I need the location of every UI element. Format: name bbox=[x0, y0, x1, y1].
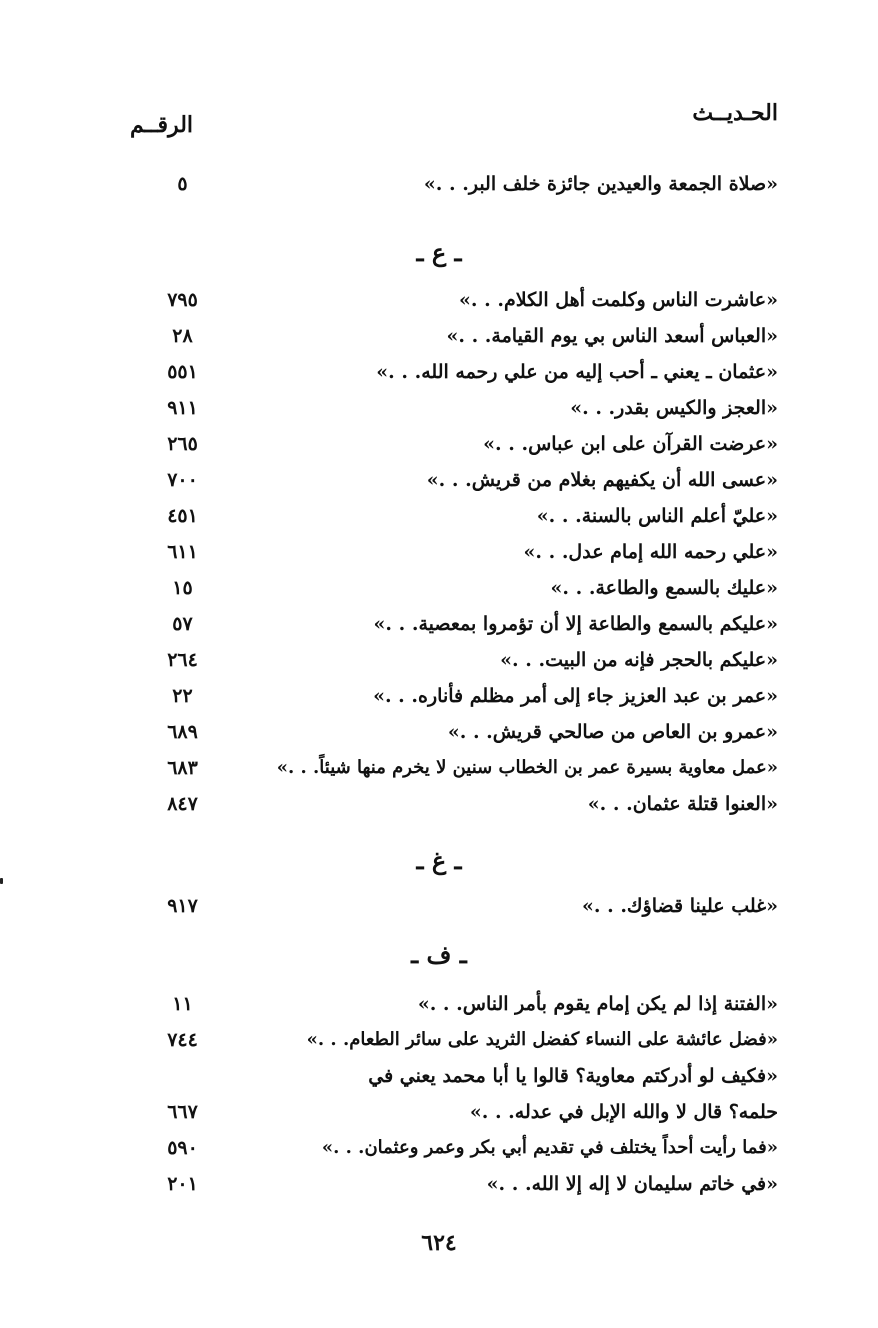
hadith-number: ٥٩٠ bbox=[167, 1137, 198, 1159]
hadith-number: ٧٤٤ bbox=[167, 1029, 198, 1051]
hadith-text: «في خاتم سليمان لا إله إلا الله. . .» bbox=[486, 1173, 778, 1195]
index-entry bbox=[0, 318, 878, 354]
section-letter-ain: ـ ع ـ bbox=[416, 238, 462, 267]
index-entry bbox=[0, 786, 878, 822]
hadith-number: ٤٥١ bbox=[167, 505, 198, 527]
hadith-number: ٢٠١ bbox=[167, 1173, 198, 1195]
index-entry bbox=[0, 986, 878, 1022]
index-entry bbox=[0, 462, 878, 498]
page-number: ٦٢٤ bbox=[421, 1230, 457, 1256]
hadith-number: ٦١١ bbox=[167, 541, 198, 563]
hadith-text: «عليكم بالحجر فإنه من البيت. . .» bbox=[500, 649, 778, 671]
hadith-text: «عليّ أعلم الناس بالسنة. . .» bbox=[536, 505, 778, 527]
hadith-text: «العنوا قتلة عثمان. . .» bbox=[587, 793, 778, 815]
index-entry bbox=[0, 1058, 878, 1094]
column-header-hadith: الحـديــث bbox=[692, 100, 778, 126]
index-entry bbox=[0, 1166, 878, 1202]
hadith-text: «عمرو بن العاص من صالحي قريش. . .» bbox=[447, 721, 778, 743]
hadith-text: «غلب علينا قضاؤك. . .» bbox=[581, 895, 778, 917]
hadith-text: «عليك بالسمع والطاعة. . .» bbox=[550, 577, 778, 599]
index-entry bbox=[0, 1022, 878, 1058]
hadith-text: «صلاة الجمعة والعيدين جائزة خلف البر. . .» bbox=[423, 173, 778, 195]
hadith-number: ٧٩٥ bbox=[167, 289, 198, 311]
index-entry bbox=[0, 426, 878, 462]
index-entry bbox=[0, 678, 878, 714]
index-entry bbox=[0, 888, 878, 924]
hadith-text: «عرضت القرآن على ابن عباس. . .» bbox=[483, 433, 778, 455]
hadith-text: «فكيف لو أدركتم معاوية؟ قالوا يا أبا محمد يعني في bbox=[368, 1065, 778, 1087]
hadith-number: ١١ bbox=[172, 993, 193, 1015]
hadith-text: «عمر بن عبد العزيز جاء إلى أمر مظلم فأناره. . .» bbox=[373, 685, 778, 707]
hadith-number: ١٥ bbox=[172, 577, 193, 599]
index-entry bbox=[0, 1094, 878, 1130]
hadith-number: ٥٧ bbox=[172, 613, 193, 635]
hadith-text: «فما رأيت أحداً يختلف في تقديم أبي بكر وعمر وعثمان. . .» bbox=[321, 1137, 778, 1158]
hadith-text: «فضل عائشة على النساء كفضل الثريد على سائر الطعام. . .» bbox=[306, 1029, 778, 1050]
hadith-text: «عثمان ـ يعني ـ أحب إليه من علي رحمه الله. . .» bbox=[376, 361, 778, 383]
hadith-number: ٨٤٧ bbox=[167, 793, 198, 815]
hadith-text: «عاشرت الناس وكلمت أهل الكلام. . .» bbox=[459, 289, 778, 311]
hadith-text: «عليكم بالسمع والطاعة إلا أن تؤمروا بمعصية. . .» bbox=[373, 613, 778, 635]
hadith-number: ٢٢ bbox=[172, 685, 193, 707]
index-entry bbox=[0, 750, 878, 786]
section-letter-fa: ـ ف ـ bbox=[411, 940, 467, 969]
column-header-number: الرقــم bbox=[130, 112, 194, 138]
index-entry bbox=[0, 714, 878, 750]
hadith-number: ٥ bbox=[177, 173, 188, 195]
index-entry bbox=[0, 606, 878, 642]
hadith-number: ٢٦٥ bbox=[167, 433, 198, 455]
hadith-text: حلمه؟ قال لا والله الإبل في عدله. . .» bbox=[469, 1101, 778, 1123]
hadith-number: ٦٨٣ bbox=[167, 757, 198, 779]
index-entry bbox=[0, 354, 878, 390]
index-entry bbox=[0, 1130, 878, 1166]
hadith-number: ٦٨٩ bbox=[167, 721, 198, 743]
index-entry bbox=[0, 498, 878, 534]
index-entry bbox=[0, 534, 878, 570]
hadith-number: ٩١٧ bbox=[167, 895, 198, 917]
hadith-text: «الفتنة إذا لم يكن إمام يقوم بأمر الناس. . .» bbox=[417, 993, 778, 1015]
hadith-number: ٢٨ bbox=[172, 325, 193, 347]
index-entry bbox=[0, 642, 878, 678]
hadith-text: «عمل معاوية بسيرة عمر بن الخطاب سنين لا يخرم منها شيئاً. . .» bbox=[276, 757, 778, 778]
index-entry bbox=[0, 166, 878, 202]
section-letter-ghain: ـ غ ـ bbox=[416, 846, 462, 875]
hadith-text: «العجز والكيس بقدر. . .» bbox=[570, 397, 778, 419]
hadith-number: ٧٠٠ bbox=[167, 469, 198, 491]
index-entry bbox=[0, 282, 878, 318]
scan-mark bbox=[0, 878, 3, 884]
index-entry bbox=[0, 390, 878, 426]
hadith-text: «عسى الله أن يكفيهم بغلام من قريش. . .» bbox=[426, 469, 778, 491]
hadith-text: «العباس أسعد الناس بي يوم القيامة. . .» bbox=[446, 325, 778, 347]
hadith-number: ٦٦٧ bbox=[167, 1101, 198, 1123]
hadith-number: ٩١١ bbox=[167, 397, 198, 419]
hadith-number: ٢٦٤ bbox=[167, 649, 198, 671]
hadith-text: «علي رحمه الله إمام عدل. . .» bbox=[523, 541, 778, 563]
hadith-number: ٥٥١ bbox=[167, 361, 198, 383]
index-entry bbox=[0, 570, 878, 606]
